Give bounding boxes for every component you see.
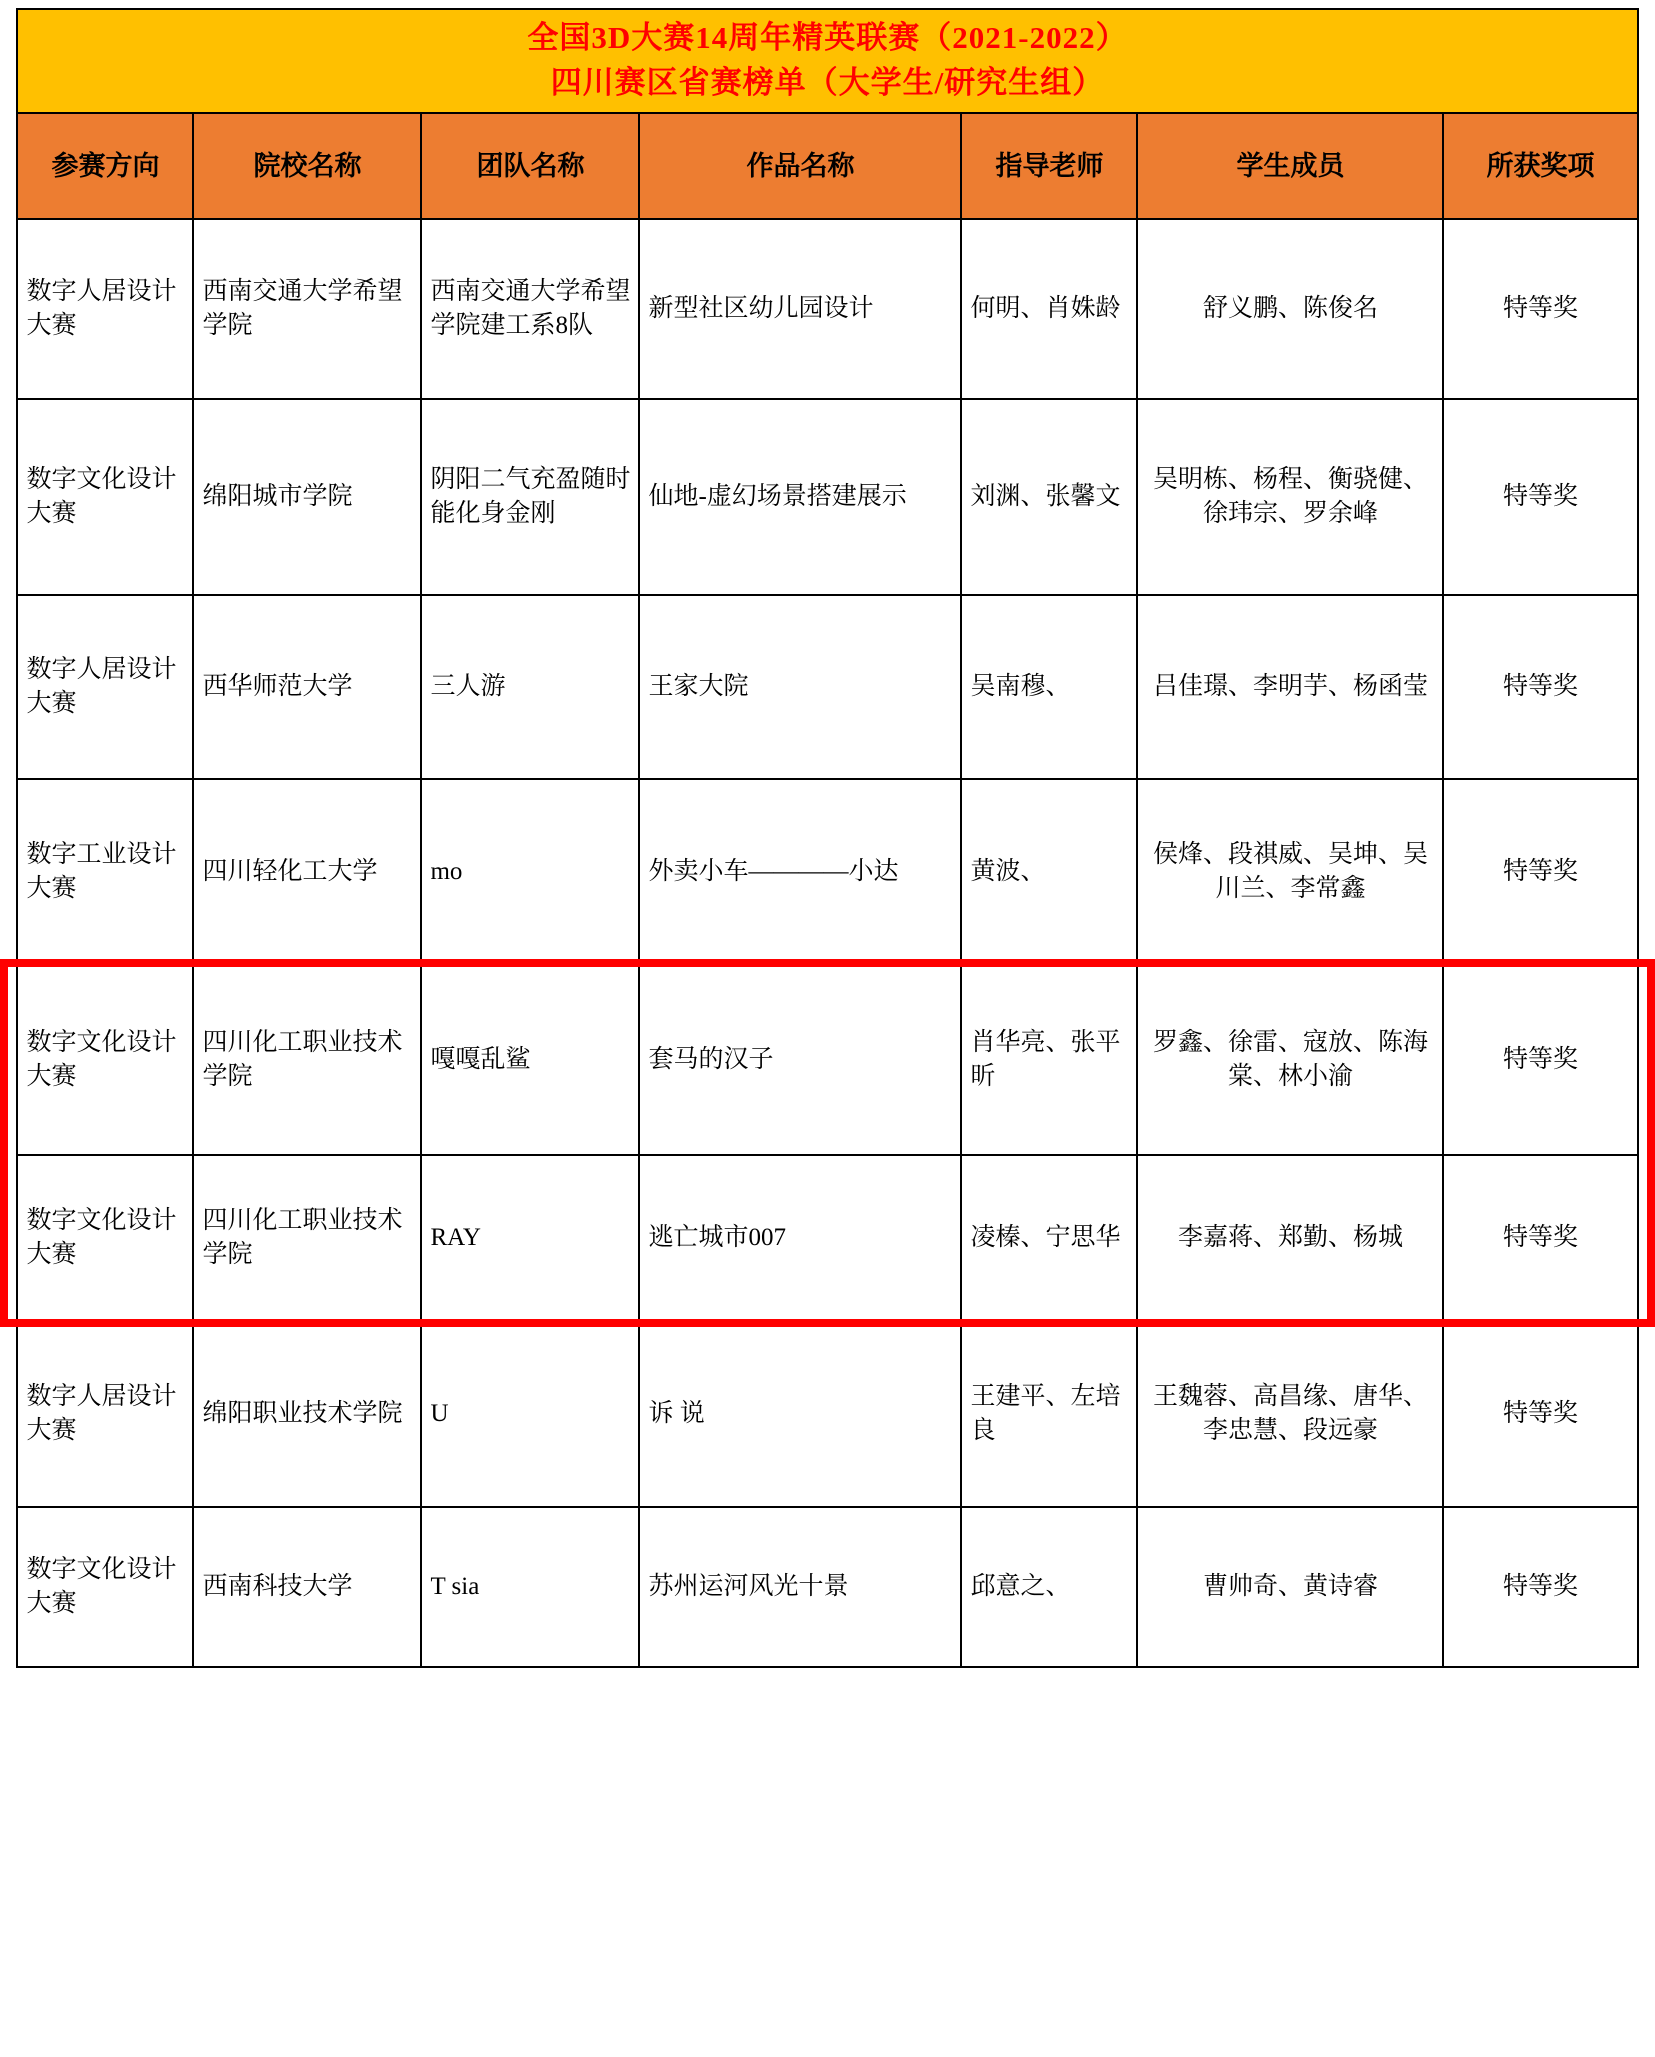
table-row [17,595,1637,779]
cell-work: 诉 说 [639,1321,961,1507]
cell-school: 绵阳职业技术学院 [193,1321,421,1507]
cell-teacher: 何明、肖姝龄 [961,219,1137,399]
cell-work: 套马的汉子 [639,965,961,1155]
cell-team: 阴阳二气充盈随时能化身金刚 [421,399,639,595]
cell-team: 西南交通大学希望学院建工系8队 [421,219,639,399]
table-title-row [17,9,1637,113]
cell-direction: 数字文化设计大赛 [17,965,193,1155]
cell-award: 特等奖 [1443,1155,1637,1321]
cell-students: 吴明栋、杨程、衡骁健、徐玮宗、罗余峰 [1137,399,1443,595]
cell-students: 王魏蓉、高昌缘、唐华、李忠慧、段远豪 [1137,1321,1443,1507]
cell-work: 新型社区幼儿园设计 [639,219,961,399]
cell-team: RAY [421,1155,639,1321]
cell-school: 西南交通大学希望学院 [193,219,421,399]
table-row-highlighted [17,1155,1637,1321]
cell-teacher: 王建平、左培良 [961,1321,1137,1507]
cell-teacher: 肖华亮、张平昕 [961,965,1137,1155]
cell-work: 王家大院 [639,595,961,779]
cell-direction: 数字人居设计大赛 [17,595,193,779]
cell-work: 逃亡城市007 [639,1155,961,1321]
cell-students: 李嘉蒋、郑勤、杨城 [1137,1155,1443,1321]
cell-award: 特等奖 [1443,219,1637,399]
cell-award: 特等奖 [1443,1507,1637,1667]
cell-students: 曹帅奇、黄诗睿 [1137,1507,1443,1667]
cell-students: 吕佳璟、李明芋、杨函莹 [1137,595,1443,779]
cell-work: 仙地-虚幻场景搭建展示 [639,399,961,595]
cell-teacher: 吴南穆、 [961,595,1137,779]
cell-school: 四川轻化工大学 [193,779,421,965]
cell-team: U [421,1321,639,1507]
cell-award: 特等奖 [1443,965,1637,1155]
cell-teacher: 刘渊、张馨文 [961,399,1137,595]
column-header-direction: 参赛方向 [17,113,193,219]
cell-school: 绵阳城市学院 [193,399,421,595]
cell-school: 西华师范大学 [193,595,421,779]
title-line-2: 四川赛区省赛榜单（大学生/研究生组） [550,64,1105,100]
cell-school: 四川化工职业技术学院 [193,965,421,1155]
cell-students: 罗鑫、徐雷、寇放、陈海棠、林小渝 [1137,965,1443,1155]
cell-direction: 数字人居设计大赛 [17,219,193,399]
cell-teacher: 邱意之、 [961,1507,1137,1667]
cell-students: 侯烽、段祺威、吴坤、吴川兰、李常鑫 [1137,779,1443,965]
cell-direction: 数字人居设计大赛 [17,1321,193,1507]
cell-work: 外卖小车————小达 [639,779,961,965]
cell-team: 嘎嘎乱鲨 [421,965,639,1155]
table-row [17,1507,1637,1667]
award-table [16,8,1638,1668]
cell-team: T sia [421,1507,639,1667]
cell-direction: 数字文化设计大赛 [17,1155,193,1321]
table-header-row [17,113,1637,219]
cell-school: 西南科技大学 [193,1507,421,1667]
table-row-highlighted [17,965,1637,1155]
cell-students: 舒义鹏、陈俊名 [1137,219,1443,399]
cell-award: 特等奖 [1443,399,1637,595]
title-line-1: 全国3D大赛14周年精英联赛（2021-2022） [527,20,1128,55]
column-header-award: 所获奖项 [1443,113,1637,219]
column-header-teacher: 指导老师 [961,113,1137,219]
cell-team: 三人游 [421,595,639,779]
document-title [17,9,1637,113]
table-row [17,779,1637,965]
table-row [17,1321,1637,1507]
cell-direction: 数字文化设计大赛 [17,1507,193,1667]
cell-school: 四川化工职业技术学院 [193,1155,421,1321]
cell-team: mo [421,779,639,965]
cell-teacher: 凌榛、宁思华 [961,1155,1137,1321]
column-header-team: 团队名称 [421,113,639,219]
table-row [17,219,1637,399]
cell-teacher: 黄波、 [961,779,1137,965]
cell-direction: 数字工业设计大赛 [17,779,193,965]
column-header-students: 学生成员 [1137,113,1443,219]
column-header-school: 院校名称 [193,113,421,219]
cell-award: 特等奖 [1443,1321,1637,1507]
cell-direction: 数字文化设计大赛 [17,399,193,595]
cell-award: 特等奖 [1443,779,1637,965]
column-header-work: 作品名称 [639,113,961,219]
cell-work: 苏州运河风光十景 [639,1507,961,1667]
table-row [17,399,1637,595]
cell-award: 特等奖 [1443,595,1637,779]
